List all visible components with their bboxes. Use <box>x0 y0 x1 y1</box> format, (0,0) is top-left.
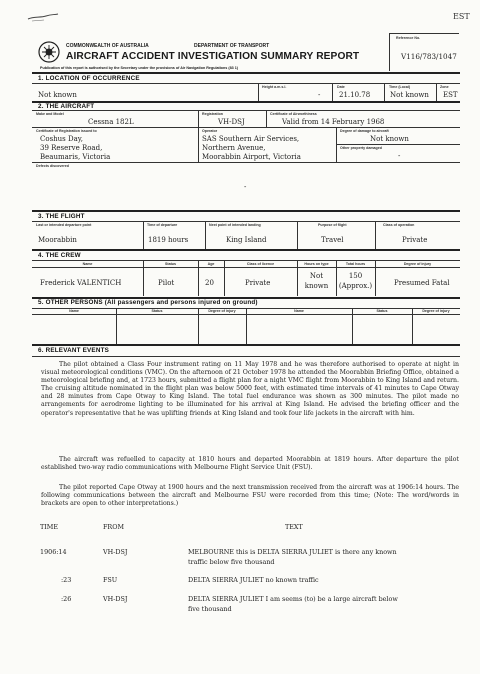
crew-total-line-2: (Approx.) <box>338 282 373 290</box>
defects-label: Defects discovered <box>36 164 69 168</box>
other-property-label: Other property damaged <box>340 146 382 150</box>
events-paragraph-3: The pilot reported Cape Otway at 1900 hours and the next transmission received from the aircraft was at 1906:14 hours. The following communications between the aircraft and Melbourne FSU were recorded from this time; (Note: The word/words in brackets are open to other interpretations.) <box>41 484 459 508</box>
transcript-time: 1906:14 <box>40 548 67 556</box>
class-operation-value: Private <box>402 236 428 244</box>
next-landing-label: Next point of intended landing <box>209 223 261 227</box>
purpose-label: Purpose of flight <box>318 223 347 227</box>
registration-holder-label: Certificate of Registration issued to <box>36 129 97 133</box>
transcript-col-time: TIME <box>40 523 58 531</box>
transcript-from: VH-DSJ <box>103 595 128 603</box>
transcript-col-text: TEXT <box>285 523 303 531</box>
transcript-from: FSU <box>103 576 118 584</box>
page-title: AIRCRAFT ACCIDENT INVESTIGATION SUMMARY REPORT <box>66 51 360 62</box>
height-value: - <box>318 91 321 99</box>
section-3-heading: 3. THE FLIGHT <box>38 213 85 220</box>
next-landing-value: King Island <box>226 236 267 244</box>
zone-label: Zone <box>440 85 449 89</box>
airworthiness-label: Certificate of Airworthiness <box>270 112 317 116</box>
transcript-text-line-1: DELTA SIERRA JULIET no known traffic <box>188 576 319 584</box>
make-model-value: Cessna 182L <box>88 118 134 126</box>
operator-label: Operator <box>202 129 218 133</box>
purpose-value: Travel <box>321 236 344 244</box>
section-2-heading: 2. THE AIRCRAFT <box>38 103 95 110</box>
time-label: Time (Local) <box>389 85 411 89</box>
departure-point-label: Last or intended departure point <box>36 223 92 227</box>
crew-col-injury: Degree of injury <box>403 262 432 266</box>
crew-col-hours-type: Hours on type <box>304 262 329 266</box>
registration-value: VH-DSJ <box>218 118 245 126</box>
crew-injury: Presumed Fatal <box>394 279 450 287</box>
crew-hours-type-line-1: Not <box>309 272 324 280</box>
crew-col-age: Age <box>207 262 215 266</box>
crew-status: Pilot <box>158 279 175 287</box>
transcript-time: :26 <box>61 595 72 603</box>
time-value: Not known <box>390 91 429 99</box>
crew-col-total: Total hours <box>345 262 366 266</box>
registration-holder-line-3: Beaumaris, Victoria <box>40 153 111 161</box>
airworthiness-value: Valid from 14 February 1968 <box>282 118 385 126</box>
crew-licence: Private <box>245 279 271 287</box>
operator-line-3: Moorabbin Airport, Victoria <box>202 153 301 161</box>
departure-point-value: Moorabbin <box>38 236 77 244</box>
zone-value: EST <box>443 91 458 99</box>
department-label: DEPARTMENT OF TRANSPORT <box>194 43 270 49</box>
class-operation-label: Class of operation <box>383 223 415 227</box>
registration-holder-line-2: 39 Reserve Road, <box>40 144 103 152</box>
section-5-heading: 5. OTHER PERSONS (All passengers and persons injured on ground) <box>38 299 258 306</box>
transcript-text-line-2: traffic below five thousand <box>188 558 275 566</box>
commonwealth-label: COMMONWEALTH OF AUSTRALIA <box>66 43 149 49</box>
other-property-value: - <box>398 152 401 160</box>
others-col-injury: Degree of injury <box>208 309 236 313</box>
height-label: Height a.m.s.l. <box>262 85 287 89</box>
departure-time-value: 1819 hours <box>148 236 189 244</box>
transcript-time: :23 <box>61 576 72 584</box>
date-value: 21.10.78 <box>339 91 371 99</box>
publication-note: Publication of this report is authorised by the Secretary under the provisions of Air Navigation Regulations (83 1) <box>40 66 238 70</box>
crew-col-name: Name <box>82 262 93 266</box>
crew-name: Frederick VALENTICH <box>40 279 122 287</box>
reference-number: V116/783/1047 <box>401 52 457 61</box>
damage-label: Degree of damage to aircraft <box>340 129 389 133</box>
commonwealth-crest-icon <box>36 40 62 64</box>
events-paragraph-1: The pilot obtained a Class Four instrument rating on 11 May 1978 and he was therefore authorised to operate at night in visual meteorological conditions (VMC). On the afternoon of 21 October 1978 he attended the Moorabbin Briefing Office, obtained a meteorological briefing and, at 1723 hours, submitted a flight plan for a night VMC flight from Moorabbin to King Island and return. The cruising altitude nominated in the flight plan was below 5000 feet, with estimated time intervals of 41 minutes to Cape Otway and 28 minutes from Cape Otway to King Island. The total fuel endurance was shown as 300 minutes. The pilot made no arrangements for aerodrome lighting to be illuminated for his arrival at King Island. He advised the briefing officer and the operator's representative that he was uplifting friends at King Island and took four life jackets in the aircraft with him. <box>41 361 459 417</box>
departure-time-label: Time of departure <box>147 223 178 227</box>
operator-line-1: SAS Southern Air Services, <box>202 135 300 143</box>
others-col-status: Status <box>151 309 163 313</box>
transcript-text-line-1: MELBOURNE this is DELTA SIERRA JULIET is there any known <box>188 548 397 556</box>
transcript-from: VH-DSJ <box>103 548 128 556</box>
crew-col-licence: Class of licence <box>246 262 275 266</box>
defects-value: - <box>244 183 247 191</box>
location-value: Not known <box>38 91 77 99</box>
transcript-text-line-2: five thousand <box>188 605 232 613</box>
make-model-label: Make and Model <box>36 112 64 116</box>
crew-hours-type-line-2: known <box>304 282 329 290</box>
pen-scribble-icon <box>26 10 60 24</box>
others-col-status-2: Status <box>376 309 388 313</box>
registration-holder-line-1: Coshus Day, <box>40 135 84 143</box>
crew-col-status: Status <box>165 262 176 266</box>
transcript-col-from: FROM <box>103 523 125 531</box>
events-paragraph-2: The aircraft was refuelled to capacity at 1810 hours and departed Moorabbin at 1819 hours. After departure the pilot established two-way radio communications with Melbourne Flight Service Unit (FSU). <box>41 456 459 472</box>
crew-age: 20 <box>205 279 214 287</box>
transcript-text-line-1: DELTA SIERRA JULIET I am seems (to) be a large aircraft below <box>188 595 398 603</box>
section-4-heading: 4. THE CREW <box>38 252 81 259</box>
section-1-heading: 1. LOCATION OF OCCURRENCE <box>38 75 140 82</box>
crew-total-line-1: 150 <box>348 272 363 280</box>
corner-mark: EST <box>453 12 470 21</box>
operator-line-2: Northern Avenue, <box>202 144 266 152</box>
section-6-heading: 6. RELEVANT EVENTS <box>38 347 110 354</box>
registration-label: Registration <box>202 112 223 116</box>
others-col-name-2: Name <box>294 309 304 313</box>
others-col-injury-2: Degree of injury <box>422 309 450 313</box>
date-label: Date <box>337 85 345 89</box>
reference-label: Reference No. <box>396 36 421 40</box>
others-col-name: Name <box>69 309 79 313</box>
damage-value: Not known <box>370 135 409 143</box>
